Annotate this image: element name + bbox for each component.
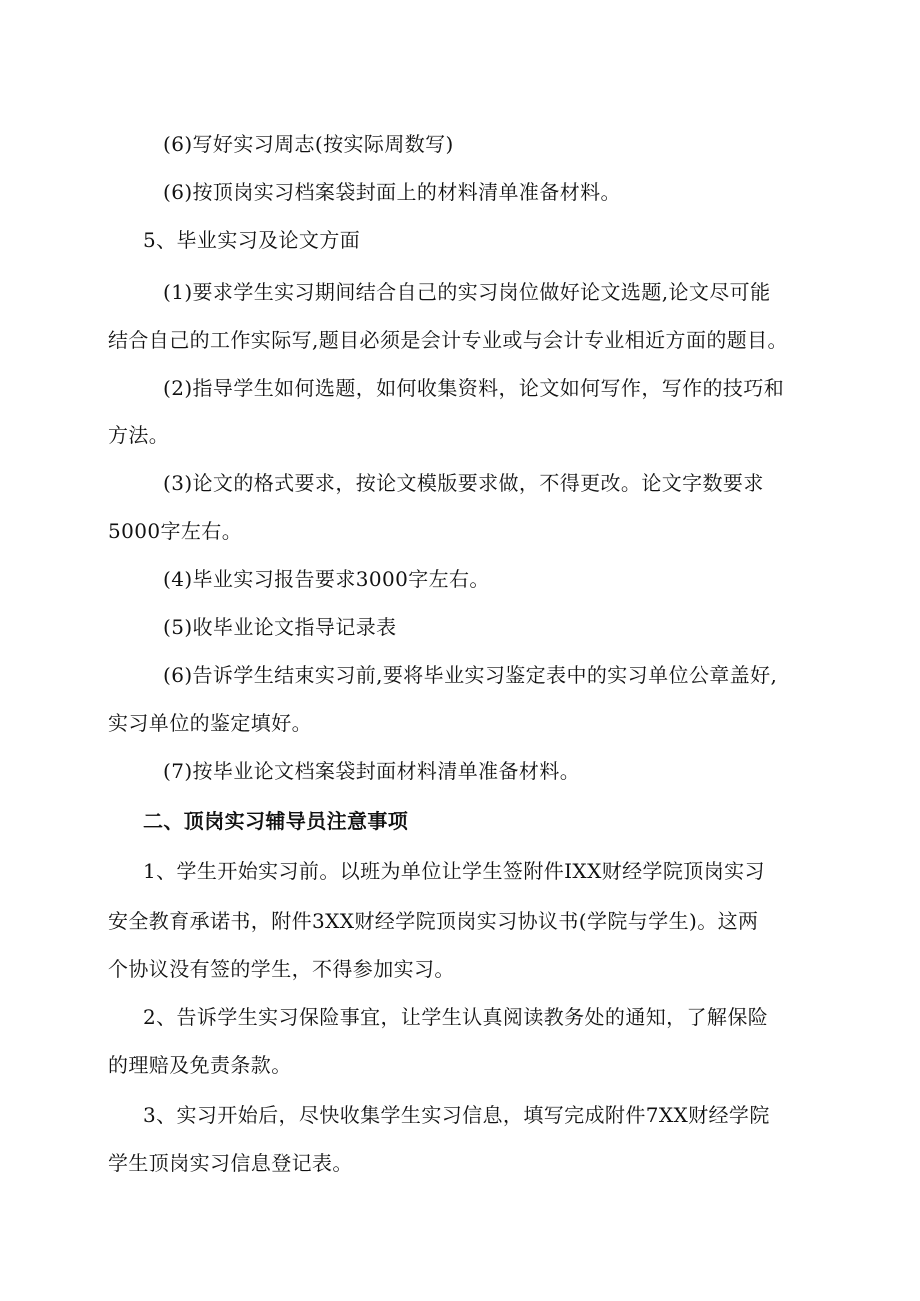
paragraph-line: (3)论文的格式要求，按论文模版要求做，不得更改。论文字数要求	[163, 471, 764, 495]
section-heading-2: 二、顶岗实习辅导员注意事项	[143, 809, 409, 833]
paragraph-line: (5)收毕业论文指导记录表	[163, 615, 397, 639]
paragraph-line: 安全教育承诺书，附件3XX财经学院顶岗实习协议书(学院与学生)。这两	[108, 909, 759, 933]
paragraph-line: 个协议没有签的学生，不得参加实习。	[108, 957, 455, 981]
paragraph-line: 3、实习开始后，尽快收集学生实习信息，填写完成附件7XX财经学院	[143, 1103, 770, 1127]
paragraph-line: 实习单位的鉴定填好。	[108, 711, 312, 735]
paragraph-line: (6)写好实习周志(按实际周数写)	[163, 132, 454, 156]
paragraph-line: 的理赔及免责条款。	[108, 1053, 292, 1077]
paragraph-line: (2)指导学生如何选题，如何收集资料，论文如何写作，写作的技巧和	[163, 376, 785, 400]
paragraph-line: (4)毕业实习报告要求3000字左右。	[163, 567, 490, 591]
section-heading-5: 5、毕业实习及论文方面	[143, 228, 361, 252]
paragraph-line: 方法。	[108, 423, 170, 447]
paragraph-line: (1)要求学生实习期间结合自己的实习岗位做好论文选题,论文尽可能	[163, 280, 771, 304]
paragraph-line: 1、学生开始实习前。以班为单位让学生签附件IXX财经学院顶岗实习	[143, 859, 765, 883]
paragraph-line: 5000字左右。	[108, 519, 243, 543]
paragraph-line: 2、告诉学生实习保险事宜，让学生认真阅读教务处的通知，了解保险	[143, 1005, 769, 1029]
paragraph-line: (7)按毕业论文档案袋封面材料清单准备材料。	[163, 759, 581, 783]
paragraph-line: 学生顶岗实习信息登记表。	[108, 1151, 353, 1175]
paragraph-line: 结合自己的工作实际写,题目必须是会计专业或与会计专业相近方面的题目。	[108, 328, 788, 352]
paragraph-line: (6)按顶岗实习档案袋封面上的材料清单准备材料。	[163, 180, 621, 204]
paragraph-line: (6)告诉学生结束实习前,要将毕业实习鉴定表中的实习单位公章盖好,	[163, 663, 778, 687]
